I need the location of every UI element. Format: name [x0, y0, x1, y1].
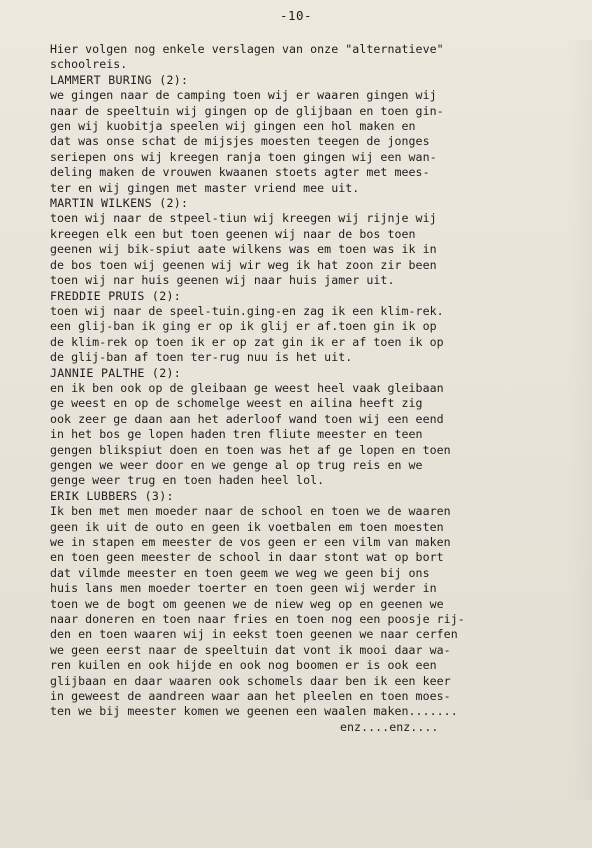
- text-line: we in stapen em meester de vos geen er een vilm van maken: [50, 535, 451, 549]
- text-line: seriepen ons wij kreegen ranja toen gingen wij een wan-: [50, 149, 437, 164]
- text-line: ter en wij gingen met master vriend mee uit.: [50, 180, 360, 195]
- text-line: we geen eerst naar de speeltuin dat vont ik mooi daar wa-: [50, 642, 451, 657]
- text-line: dat vilmde meester en toen geem we weg we geen bij ons: [50, 565, 430, 580]
- text-line: in het bos ge lopen haden tren fliute meester en teen: [50, 427, 423, 442]
- text-line: kreegen elk een but toen geenen wij naar de bos toen: [50, 226, 416, 241]
- author-heading: JANNIE PALTHE (2):: [50, 365, 182, 380]
- text-line: ten we bij meester komen we geenen een waalen maken.......: [50, 704, 458, 719]
- author-heading: MARTIN WILKENS (2):: [50, 196, 189, 211]
- author-heading: ERIK LUBBERS (3):: [50, 488, 174, 503]
- text-line: in geweest de aandreen waar aan het pleelen en toen moes-: [50, 689, 451, 704]
- text-line: de glij-ban af toen ter-rug nuu is het uit.: [50, 350, 353, 365]
- text-line: geenen wij bik-spiut aate wilkens was em toen was ik in: [50, 242, 437, 257]
- text-line: dat was onse schat de mijsjes moesten teegen de jonges: [50, 134, 430, 149]
- text-line: genge weer trug en toen haden heel lol.: [50, 473, 325, 488]
- text-line: naar de speeltuin wij gingen op de glijbaan en toen gin-: [50, 103, 444, 118]
- closing-line: enz....enz....: [340, 719, 439, 734]
- text-line: huis lans men moeder toerter en toen geen wij werder in: [50, 581, 437, 596]
- text-line: schoolreis.: [50, 57, 128, 72]
- text-line: toen wij nar huis geenen wij naar huis jamer uit.: [50, 273, 395, 288]
- text-line: en toen geen meester de school in daar stont wat op bort: [50, 550, 444, 565]
- page-number: -10-: [279, 8, 313, 23]
- text-line: toen wij naar de stpeel-tiun wij kreegen wij rijnje wij: [50, 211, 437, 226]
- text-line: we gingen naar de camping toen wij er waaren gingen wij: [50, 88, 437, 103]
- text-line: en ik ben ook op de gleibaan ge weest heel vaak gleibaan: [50, 380, 444, 395]
- text-line: naar doneren en toen naar fries en toen nog een poosje rij-: [50, 612, 465, 627]
- text-line: deling maken de vrouwen kwaanen stoets agter met mees-: [50, 165, 430, 180]
- text-line: glijbaan en daar waaren ook schomels daar ben ik een keer: [50, 673, 451, 688]
- author-heading: FREDDIE PRUIS (2):: [50, 288, 182, 303]
- text-line: gengen blikspiut doen en toen was het af ge lopen en toen: [50, 442, 451, 457]
- text-line: gengen we weer door en we genge al op trug reis en we: [50, 457, 423, 472]
- text-line: de bos toen wij geenen wij wir weg ik hat zoon zir been: [50, 257, 437, 272]
- text-line: ge weest en op de schomelge weest en ailina heeft zig: [50, 396, 423, 411]
- text-line: toen wij naar de speel-tuin.ging-en zag ik een klim-rek.: [50, 303, 444, 318]
- text-line: den en toen waaren wij in eekst toen geenen we naar cerfen: [50, 627, 458, 642]
- text-line: toen we de bogt om geenen we de niew weg op en geenen we: [50, 596, 444, 611]
- text-line: Ik ben met men moeder naar de school en toen we de waaren: [50, 504, 451, 519]
- report-text: [50, 42, 570, 735]
- author-heading: LAMMERT BURING (2):: [50, 72, 189, 87]
- text-line: de klim-rek op toen ik er op zat gin ik er af toen ik op: [50, 334, 444, 349]
- text-line: ook zeer ge daan aan het aderloof wand toen wij een eend: [50, 411, 444, 426]
- text-line: gen wij kuobitja speelen wij gingen een hol maken en: [50, 119, 416, 134]
- text-line: Hier volgen nog enkele verslagen van onze "alternatieve": [50, 42, 444, 56]
- text-line: een glij-ban ik ging er op ik glij er af.toen gin ik op: [50, 319, 437, 334]
- text-line: geen ik uit de outo en geen ik voetbalen em toen moesten: [50, 519, 444, 534]
- text-line: ren kuilen en ook hijde en ook nog boomen er is ook een: [50, 658, 437, 673]
- page-edge-shadow: [566, 40, 592, 800]
